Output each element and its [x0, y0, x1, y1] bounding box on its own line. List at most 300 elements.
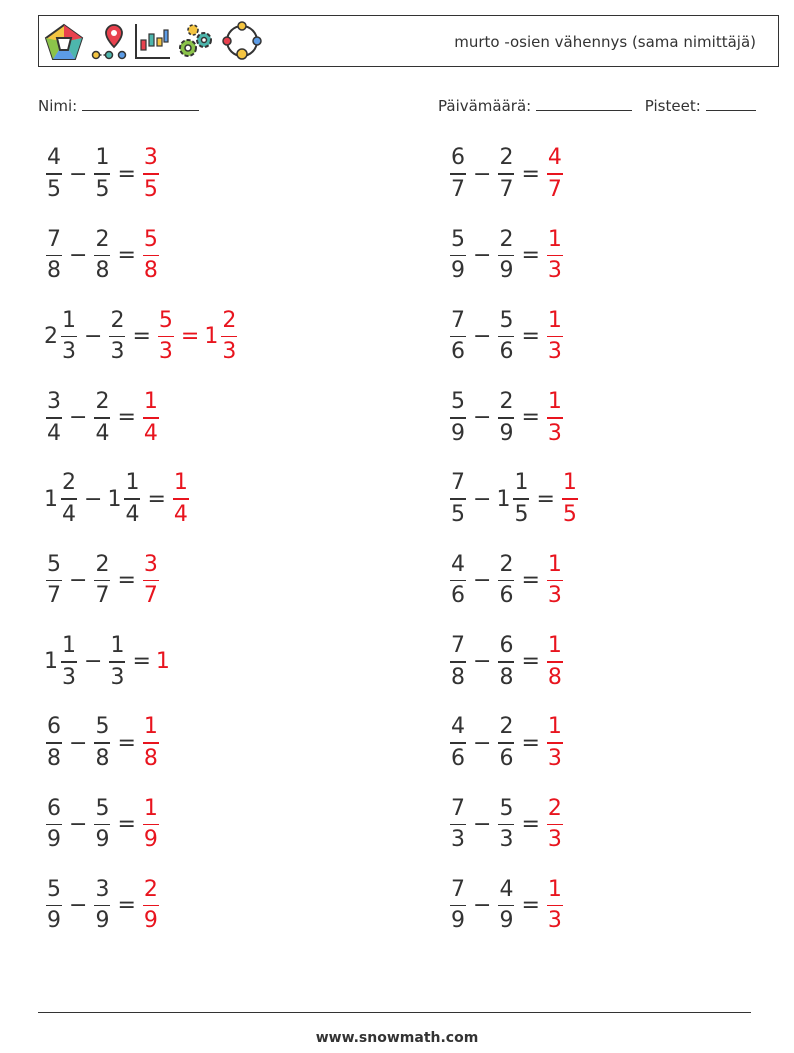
- whole-part: 1: [107, 486, 122, 512]
- fraction: [547, 143, 563, 205]
- equals-sign: =: [521, 730, 540, 756]
- fraction: [109, 631, 125, 693]
- equals-sign: =: [521, 649, 540, 675]
- denominator: 6: [451, 745, 465, 771]
- numerator: 2: [499, 714, 514, 740]
- denominator: 9: [95, 827, 110, 853]
- answer: [545, 631, 565, 693]
- numerator: 1: [143, 714, 158, 740]
- fraction: [450, 387, 466, 449]
- minus-sign: −: [84, 649, 103, 675]
- numerator: 4: [547, 145, 562, 171]
- numerator: 1: [547, 226, 562, 252]
- problem-row: [44, 220, 161, 290]
- numerator: 2: [499, 145, 514, 171]
- denominator: 9: [499, 908, 514, 934]
- denominator: 3: [547, 908, 562, 934]
- equals-sign: =: [117, 811, 136, 837]
- fraction: [173, 468, 189, 530]
- fraction: [498, 306, 514, 368]
- numerator: 2: [222, 307, 237, 333]
- denominator: 6: [451, 339, 465, 365]
- problem-row: [44, 546, 161, 616]
- problem-row: [44, 627, 171, 697]
- numerator: 2: [110, 307, 125, 333]
- fraction: [498, 712, 514, 774]
- numerator: 6: [47, 795, 61, 821]
- people-cycle-icon: [220, 21, 264, 63]
- answer: [545, 387, 565, 449]
- fraction: [450, 550, 466, 612]
- fraction: [498, 225, 514, 287]
- mixed-number: [448, 387, 468, 449]
- answer: [141, 712, 161, 774]
- fraction: [450, 306, 466, 368]
- name-blank[interactable]: [82, 96, 199, 111]
- fraction: [143, 794, 159, 856]
- numerator: 1: [547, 633, 562, 659]
- fraction: [513, 468, 529, 530]
- minus-sign: −: [473, 242, 492, 268]
- answer: [156, 649, 171, 674]
- denominator: 9: [451, 908, 465, 934]
- denominator: 6: [499, 583, 514, 609]
- fraction: [547, 712, 563, 774]
- numerator: 5: [451, 389, 465, 415]
- answer: [560, 468, 580, 530]
- numerator: 5: [95, 714, 110, 740]
- map-pin-icon: [90, 22, 128, 62]
- whole-part: 1: [44, 486, 58, 512]
- mixed-number: [107, 306, 127, 368]
- denominator: 3: [62, 339, 76, 365]
- whole-part: 1: [496, 486, 511, 512]
- denominator: 8: [143, 258, 158, 284]
- answer: [141, 550, 161, 612]
- numerator: 5: [95, 795, 110, 821]
- numerator: 7: [451, 795, 465, 821]
- numerator: 5: [47, 876, 61, 902]
- denominator: 7: [547, 176, 562, 202]
- fraction: [450, 875, 466, 937]
- mixed-number: [448, 225, 468, 287]
- fraction: [498, 387, 514, 449]
- answer: [141, 143, 161, 205]
- problem-row: [44, 464, 191, 534]
- whole-part: 1: [204, 324, 219, 350]
- minus-sign: −: [473, 893, 492, 919]
- mixed-number: [448, 875, 468, 937]
- problem-row: [448, 789, 565, 859]
- denominator: 5: [514, 501, 529, 527]
- fraction: [124, 468, 140, 530]
- denominator: 9: [499, 420, 514, 446]
- mixed-number: [448, 794, 468, 856]
- fraction: [547, 875, 563, 937]
- denominator: 9: [143, 827, 158, 853]
- mixed-number: [44, 468, 79, 530]
- answer: [141, 794, 161, 856]
- denominator: 7: [451, 176, 465, 202]
- denominator: 4: [95, 420, 110, 446]
- mixed-number: [496, 225, 516, 287]
- answer: [545, 225, 565, 287]
- denominator: 9: [95, 908, 110, 934]
- denominator: 5: [562, 501, 577, 527]
- answer-mixed: [204, 306, 239, 368]
- whole-part: 2: [44, 324, 58, 350]
- fraction: [94, 875, 110, 937]
- gears-icon: [176, 22, 216, 62]
- numerator: 1: [562, 470, 577, 496]
- minus-sign: −: [473, 405, 492, 431]
- denominator: 3: [110, 664, 125, 690]
- denominator: 8: [47, 258, 61, 284]
- denominator: 9: [451, 420, 465, 446]
- denominator: 3: [62, 664, 76, 690]
- answer: [156, 306, 176, 368]
- numerator: 3: [47, 389, 61, 415]
- fraction: [46, 143, 62, 205]
- numerator: 6: [451, 145, 465, 171]
- denominator: 8: [547, 664, 562, 690]
- fraction: [143, 875, 159, 937]
- minus-sign: −: [84, 486, 103, 512]
- fraction: [143, 225, 159, 287]
- denominator: 9: [451, 258, 465, 284]
- denominator: 4: [143, 420, 158, 446]
- minus-sign: −: [473, 730, 492, 756]
- fraction: [547, 794, 563, 856]
- date-label: Päivämäärä:: [438, 97, 532, 115]
- numerator: 2: [95, 551, 110, 577]
- numerator: 3: [143, 145, 158, 171]
- equals-sign: =: [521, 324, 540, 350]
- denominator: 8: [143, 745, 158, 771]
- fraction: [547, 550, 563, 612]
- numerator: 2: [62, 470, 76, 496]
- mixed-number: [92, 143, 112, 205]
- numerator: 1: [514, 470, 529, 496]
- denominator: 9: [499, 258, 514, 284]
- fraction: [498, 143, 514, 205]
- mixed-number: [448, 631, 468, 693]
- equals-sign: =: [521, 811, 540, 837]
- denominator: 6: [499, 339, 514, 365]
- mixed-number: [92, 712, 112, 774]
- problem-row: [448, 383, 565, 453]
- mixed-number: [496, 468, 531, 530]
- minus-sign: −: [473, 161, 492, 187]
- numerator: 5: [143, 226, 158, 252]
- fraction: [450, 712, 466, 774]
- problem-row: [44, 789, 161, 859]
- minus-sign: −: [473, 486, 492, 512]
- problem-row: [448, 302, 565, 372]
- equals-sign: =: [521, 242, 540, 268]
- minus-sign: −: [473, 649, 492, 675]
- equals-sign: =: [521, 568, 540, 593]
- fraction: [61, 631, 77, 693]
- problem-row: [44, 139, 161, 209]
- score-blank[interactable]: [706, 96, 756, 111]
- equals-sign: =: [180, 324, 200, 350]
- equals-sign: =: [521, 893, 540, 919]
- whole-part: 1: [44, 649, 58, 675]
- mixed-number: [92, 794, 112, 856]
- answer: [545, 875, 565, 937]
- mixed-number: [92, 387, 112, 449]
- minus-sign: −: [69, 568, 88, 593]
- fraction: [94, 550, 110, 612]
- fraction: [46, 875, 62, 937]
- problem-row: [448, 464, 580, 534]
- numerator: 7: [451, 876, 465, 902]
- denominator: 3: [547, 420, 562, 446]
- fraction: [46, 225, 62, 287]
- mixed-number: [44, 712, 64, 774]
- name-label: Nimi:: [38, 97, 78, 115]
- numerator: 2: [499, 551, 514, 577]
- answer: [141, 875, 161, 937]
- numerator: 5: [158, 307, 173, 333]
- numerator: 1: [547, 714, 562, 740]
- denominator: 3: [451, 827, 465, 853]
- fraction: [498, 631, 514, 693]
- numerator: 1: [62, 307, 76, 333]
- equals-sign: =: [132, 324, 151, 350]
- numerator: 1: [547, 307, 562, 333]
- numerator: 2: [143, 876, 158, 902]
- mixed-number: [496, 306, 516, 368]
- numerator: 2: [499, 389, 514, 415]
- numerator: 5: [499, 307, 514, 333]
- date-blank[interactable]: [536, 96, 632, 111]
- denominator: 3: [222, 339, 237, 365]
- denominator: 5: [143, 176, 158, 202]
- numerator: 2: [499, 226, 514, 252]
- numerator: 4: [451, 714, 465, 740]
- mixed-number: [448, 143, 468, 205]
- fraction: [61, 468, 77, 530]
- numerator: 5: [499, 795, 514, 821]
- mixed-number: [44, 631, 79, 693]
- equals-sign: =: [117, 568, 136, 593]
- candlestick-chart-icon: [132, 22, 172, 62]
- numerator: 2: [95, 389, 110, 415]
- mixed-number: [92, 875, 112, 937]
- answer: [171, 468, 191, 530]
- answer: [545, 143, 565, 205]
- mixed-number: [107, 631, 127, 693]
- denominator: 3: [547, 827, 562, 853]
- denominator: 3: [499, 827, 514, 853]
- mixed-number: [44, 875, 64, 937]
- mixed-number: [496, 712, 516, 774]
- fraction: [61, 306, 77, 368]
- whole-part: 1: [155, 649, 170, 675]
- denominator: 5: [47, 176, 61, 202]
- numerator: 7: [451, 470, 465, 496]
- equals-sign: =: [147, 486, 166, 512]
- fraction: [450, 225, 466, 287]
- equals-sign: =: [521, 161, 540, 187]
- denominator: 4: [62, 501, 76, 527]
- numerator: 1: [143, 795, 158, 821]
- problem-row: [448, 871, 565, 941]
- fraction: [450, 143, 466, 205]
- fraction: [94, 387, 110, 449]
- mixed-number: [448, 306, 468, 368]
- problem-row: [44, 708, 161, 778]
- numerator: 7: [451, 307, 465, 333]
- fraction: [94, 794, 110, 856]
- mixed-number: [44, 306, 79, 368]
- mixed-number: [44, 550, 64, 612]
- minus-sign: −: [473, 568, 492, 593]
- denominator: 6: [451, 583, 465, 609]
- denominator: 7: [95, 583, 110, 609]
- denominator: 9: [47, 827, 61, 853]
- minus-sign: −: [69, 811, 88, 837]
- fraction: [498, 794, 514, 856]
- mixed-number: [107, 468, 142, 530]
- footer-url: www.snowmath.com: [315, 1030, 479, 1046]
- numerator: 1: [547, 876, 562, 902]
- mixed-number: [44, 387, 64, 449]
- mixed-number: [496, 143, 516, 205]
- numerator: 4: [451, 551, 465, 577]
- fraction: [450, 631, 466, 693]
- answer: [545, 794, 565, 856]
- denominator: 9: [47, 908, 61, 934]
- denominator: 3: [547, 745, 562, 771]
- answer: [141, 387, 161, 449]
- denominator: 4: [173, 501, 188, 527]
- fraction: [143, 712, 159, 774]
- denominator: 8: [451, 664, 465, 690]
- equals-sign: =: [132, 649, 151, 675]
- numerator: 1: [95, 145, 110, 171]
- equals-sign: =: [117, 161, 136, 187]
- numerator: 1: [125, 470, 140, 496]
- fraction: [450, 468, 466, 530]
- mixed-number: [496, 631, 516, 693]
- equals-sign: =: [117, 405, 136, 431]
- worksheet-header: [38, 15, 779, 67]
- problem-row: [448, 220, 565, 290]
- numerator: 5: [47, 551, 61, 577]
- numerator: 7: [47, 226, 61, 252]
- fraction: [143, 387, 159, 449]
- equals-sign: =: [117, 730, 136, 756]
- numerator: 1: [143, 389, 158, 415]
- minus-sign: −: [69, 730, 88, 756]
- fraction: [547, 631, 563, 693]
- problem-row: [44, 383, 161, 453]
- denominator: 6: [499, 745, 514, 771]
- header-icons: [42, 19, 264, 65]
- mixed-number: [44, 143, 64, 205]
- fraction: [450, 794, 466, 856]
- mixed-number: [496, 550, 516, 612]
- numerator: 7: [451, 633, 465, 659]
- denominator: 7: [143, 583, 158, 609]
- mixed-number: [44, 225, 64, 287]
- name-field: [38, 96, 199, 115]
- denominator: 4: [47, 420, 61, 446]
- equals-sign: =: [117, 893, 136, 919]
- fraction: [46, 550, 62, 612]
- answer: [141, 225, 161, 287]
- mixed-number: [44, 794, 64, 856]
- mixed-number: [92, 225, 112, 287]
- denominator: 5: [95, 176, 110, 202]
- fraction: [94, 143, 110, 205]
- mixed-number: [496, 875, 516, 937]
- denominator: 3: [547, 583, 562, 609]
- pentagon-icon: [42, 22, 86, 62]
- minus-sign: −: [69, 242, 88, 268]
- numerator: 4: [47, 145, 61, 171]
- fraction: [547, 387, 563, 449]
- problem-row: [44, 302, 239, 372]
- fraction: [94, 225, 110, 287]
- answer: [545, 712, 565, 774]
- denominator: 9: [143, 908, 158, 934]
- numerator: 3: [95, 876, 110, 902]
- numerator: 2: [95, 226, 110, 252]
- worksheet-title: murto -osien vähennys (sama nimittäjä): [454, 33, 756, 51]
- denominator: 8: [47, 745, 61, 771]
- answer: [545, 550, 565, 612]
- fraction: [547, 225, 563, 287]
- fraction: [143, 550, 159, 612]
- fraction: [221, 306, 237, 368]
- equals-sign: =: [536, 486, 555, 512]
- problem-row: [44, 871, 161, 941]
- numerator: 6: [499, 633, 514, 659]
- equals-sign: =: [117, 242, 136, 268]
- denominator: 3: [547, 339, 562, 365]
- mixed-number: [448, 712, 468, 774]
- numerator: 1: [173, 470, 188, 496]
- denominator: 8: [499, 664, 514, 690]
- minus-sign: −: [69, 405, 88, 431]
- fraction: [46, 387, 62, 449]
- score-label: Pisteet:: [644, 97, 701, 115]
- numerator: 1: [547, 389, 562, 415]
- mixed-number: [496, 387, 516, 449]
- mixed-number: [448, 550, 468, 612]
- fraction: [143, 143, 159, 205]
- denominator: 8: [95, 745, 110, 771]
- footer-divider: [38, 1012, 751, 1013]
- numerator: 2: [547, 795, 562, 821]
- fraction: [46, 712, 62, 774]
- numerator: 6: [47, 714, 61, 740]
- problem-row: [448, 627, 565, 697]
- fraction: [46, 794, 62, 856]
- denominator: 3: [547, 258, 562, 284]
- fraction: [158, 306, 174, 368]
- denominator: 7: [499, 176, 514, 202]
- numerator: 3: [143, 551, 158, 577]
- fraction: [94, 712, 110, 774]
- minus-sign: −: [69, 161, 88, 187]
- fraction: [498, 550, 514, 612]
- equals-sign: =: [521, 405, 540, 431]
